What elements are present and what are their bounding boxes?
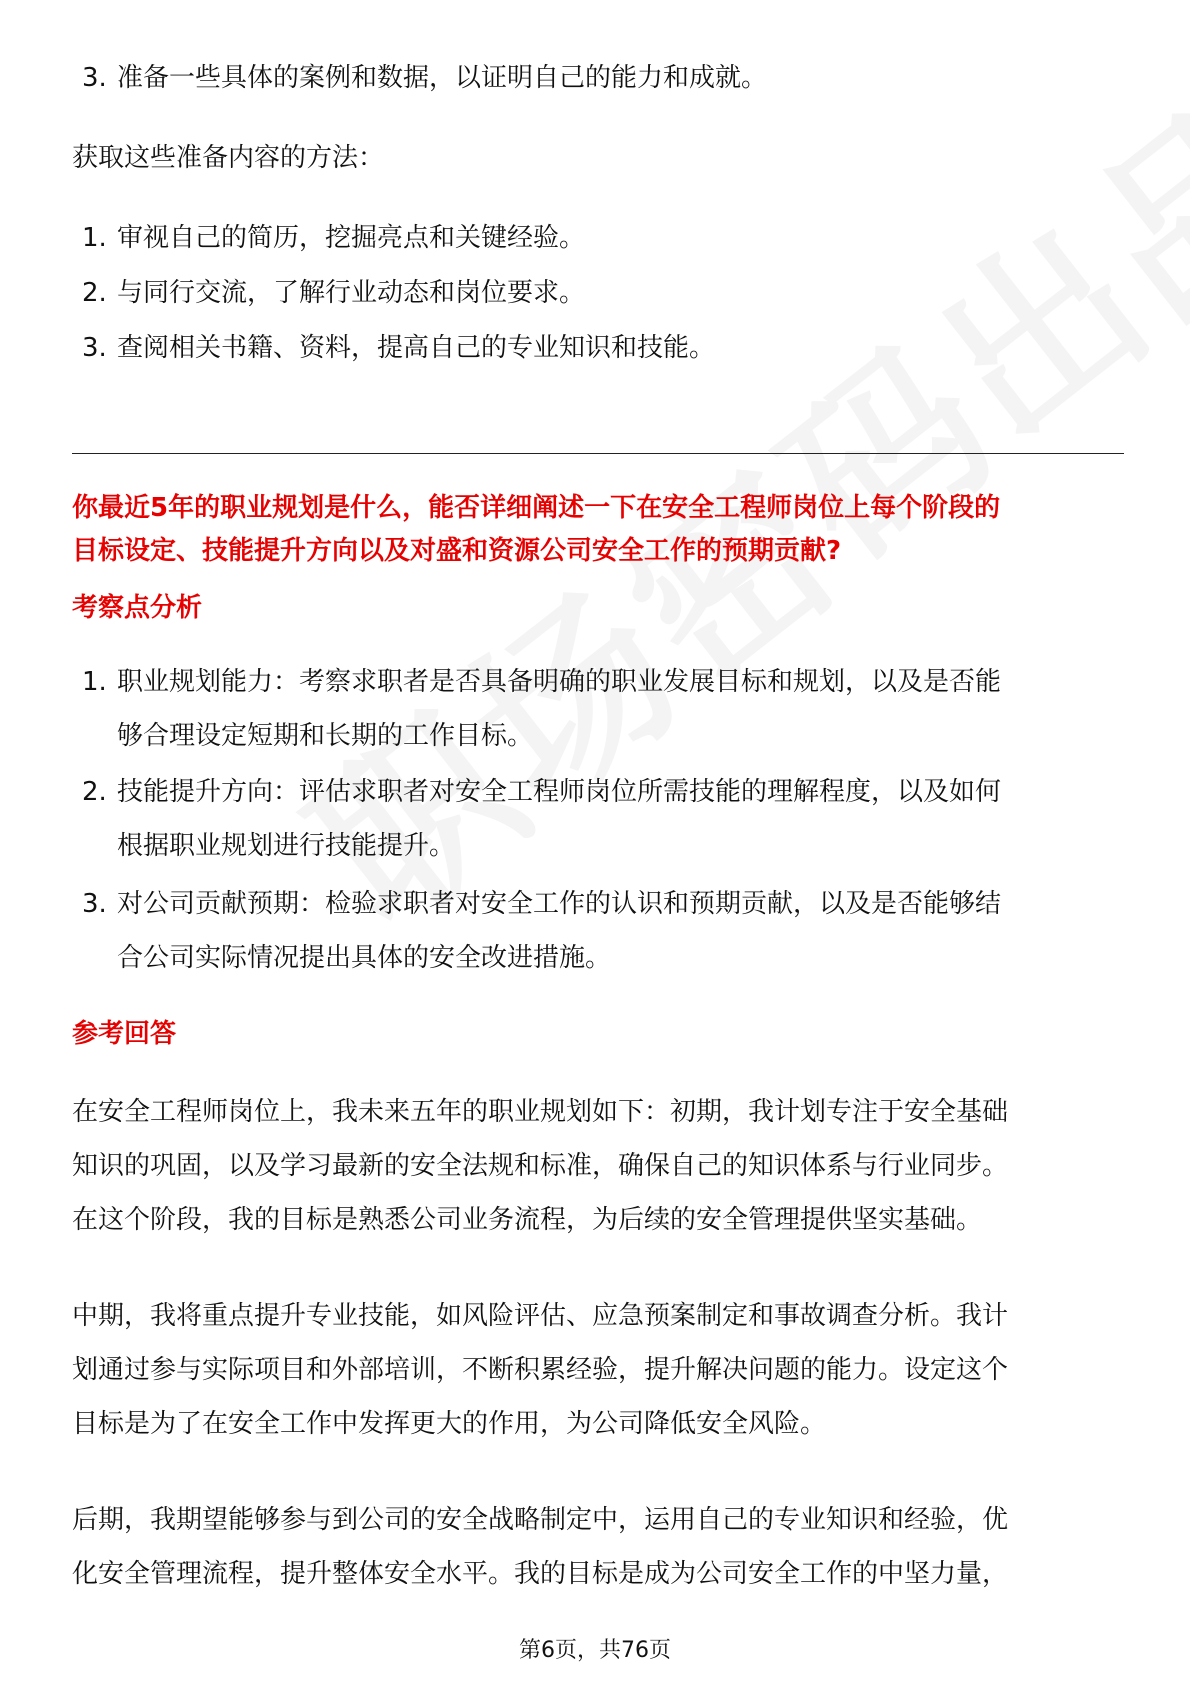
list-item-text: 对公司贡献预期：检验求职者对安全工作的认识和预期贡献，以及是否能够结 — [117, 889, 1002, 919]
list-item-text: 准备一些具体的案例和数据，以证明自己的能力和成就。 — [117, 63, 768, 93]
list-item-text: 技能提升方向：评估求职者对安全工程师岗位所需技能的理解程度，以及如何 — [117, 777, 1002, 807]
list-item-text: 审视自己的简历，挖掘亮点和关键经验。 — [117, 223, 586, 253]
list-item-number: 1. — [82, 223, 107, 253]
answer-paragraph-line: 目标是为了在安全工作中发挥更大的作用，为公司降低安全风险。 — [72, 1409, 827, 1439]
answer-paragraph-line: 后期，我期望能够参与到公司的安全战略制定中，运用自己的专业知识和经验，优 — [72, 1505, 1009, 1535]
list-item-text: 根据职业规划进行技能提升。 — [117, 831, 456, 861]
answer-heading: 参考回答 — [72, 1019, 177, 1049]
list-item-number: 3. — [82, 63, 107, 93]
answer-paragraph-line: 化安全管理流程，提升整体安全水平。我的目标是成为公司安全工作的中坚力量， — [72, 1559, 1009, 1589]
section-divider — [72, 453, 1124, 454]
list-item-number: 1. — [82, 667, 107, 697]
question-line: 你最近5年的职业规划是什么，能否详细阐述一下在安全工程师岗位上每个阶段的 — [72, 493, 1001, 523]
answer-paragraph-line: 划通过参与实际项目和外部培训，不断积累经验，提升解决问题的能力。设定这个 — [72, 1355, 1009, 1385]
question-line: 目标设定、技能提升方向以及对盛和资源公司安全工作的预期贡献? — [72, 536, 842, 566]
list-item-number: 2. — [82, 777, 107, 807]
list-item-text: 职业规划能力：考察求职者是否具备明确的职业发展目标和规划，以及是否能 — [117, 667, 1002, 697]
analysis-heading: 考察点分析 — [72, 593, 203, 623]
list-item-number: 3. — [82, 889, 107, 919]
methods-intro: 获取这些准备内容的方法： — [72, 143, 385, 173]
list-item-text: 与同行交流，了解行业动态和岗位要求。 — [117, 278, 586, 308]
answer-paragraph-line: 在这个阶段，我的目标是熟悉公司业务流程，为后续的安全管理提供坚实基础。 — [72, 1205, 983, 1235]
list-item-text: 查阅相关书籍、资料，提高自己的专业知识和技能。 — [117, 333, 716, 363]
list-item-text: 合公司实际情况提出具体的安全改进措施。 — [117, 943, 612, 973]
answer-paragraph-line: 中期，我将重点提升专业技能，如风险评估、应急预案制定和事故调查分析。我计 — [72, 1301, 1009, 1331]
page-number: 第6页，共76页 — [519, 1638, 671, 1663]
answer-paragraph-line: 在安全工程师岗位上，我未来五年的职业规划如下：初期，我计划专注于安全基础 — [72, 1097, 1009, 1127]
answer-paragraph-line: 知识的巩固，以及学习最新的安全法规和标准，确保自己的知识体系与行业同步。 — [72, 1151, 1009, 1181]
list-item-text: 够合理设定短期和长期的工作目标。 — [117, 721, 534, 751]
list-item-number: 2. — [82, 278, 107, 308]
list-item-number: 3. — [82, 333, 107, 363]
